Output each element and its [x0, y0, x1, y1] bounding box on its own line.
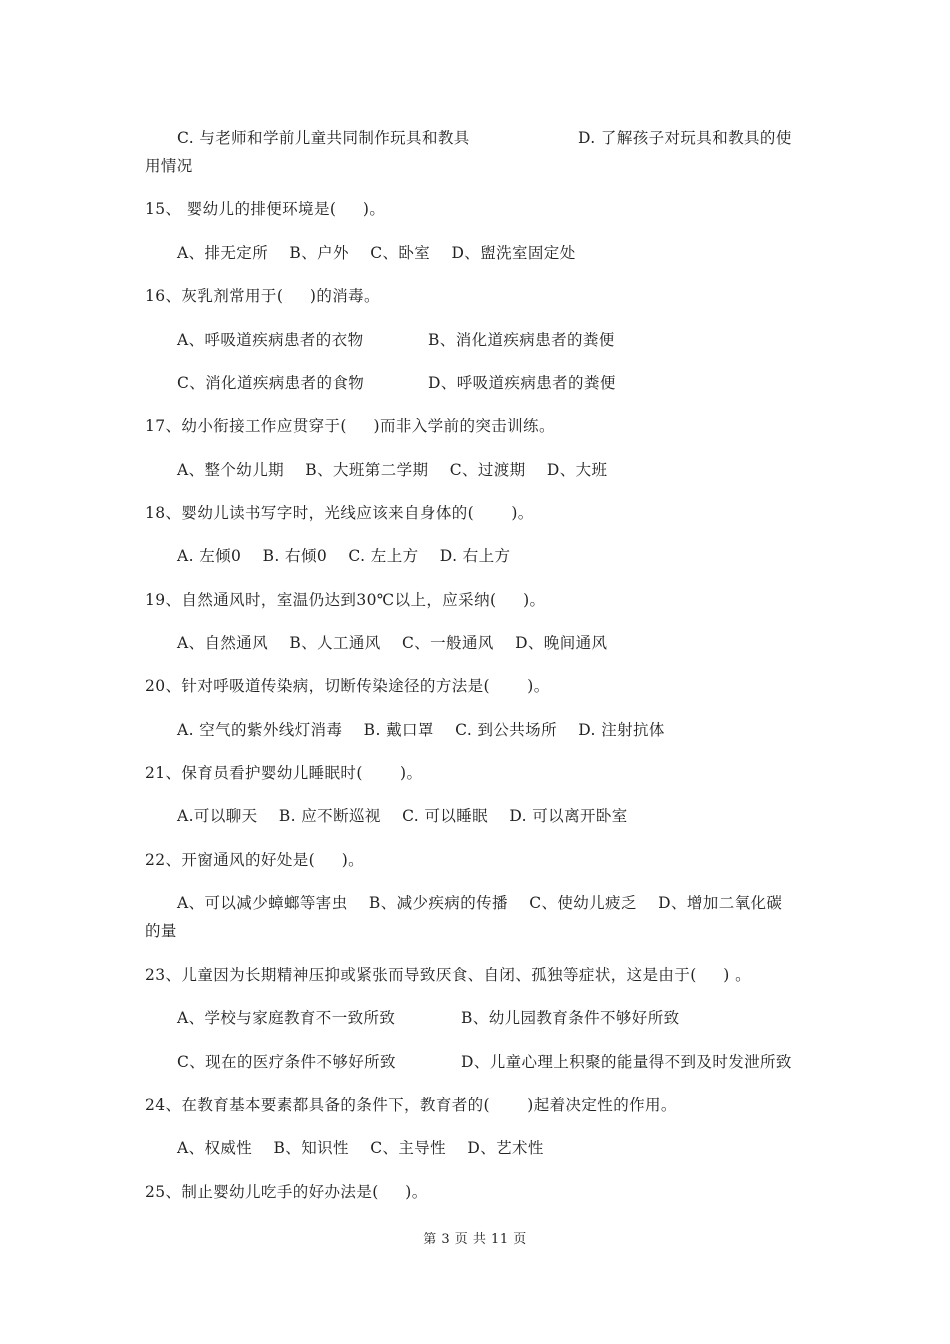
q16-option-c: C、消化道疾病患者的食物 — [177, 374, 365, 392]
q20-options: A. 空气的紫外线灯消毒 B. 戴口罩 C. 到公共场所 D. 注射抗体 — [177, 721, 665, 739]
q15-options: A、排无定所 B、户外 C、卧室 D、盥洗室固定处 — [177, 244, 576, 262]
question-15: 15、 婴幼儿的排便环境是( )。 — [145, 200, 386, 218]
question-21: 21、保育员看护婴幼儿睡眠时( )。 — [145, 764, 423, 782]
question-17: 17、幼小衔接工作应贯穿于( )而非入学前的突击训练。 — [145, 417, 555, 435]
q23-option-b: B、幼儿园教育条件不够好所致 — [461, 1009, 680, 1027]
q22-options: A、可以减少蟑螂等害虫 B、减少疾病的传播 C、使幼儿疲乏 D、增加二氧化碳 — [177, 894, 783, 912]
question-16: 16、灰乳剂常用于( )的消毒。 — [145, 287, 380, 305]
q18-options: A. 左倾0 B. 右倾0 C. 左上方 D. 右上方 — [177, 547, 511, 565]
q14-option-d-cont: 用情况 — [145, 157, 193, 175]
q21-options: A.可以聊天 B. 应不断巡视 C. 可以睡眠 D. 可以离开卧室 — [177, 807, 628, 825]
question-23: 23、儿童因为长期精神压抑或紧张而导致厌食、自闭、孤独等症状，这是由于( ) 。 — [145, 966, 751, 984]
q23-option-c: C、现在的医疗条件不够好所致 — [177, 1053, 396, 1071]
question-20: 20、针对呼吸道传染病，切断传染途径的方法是( )。 — [145, 677, 550, 695]
q14-option-c: C. 与老师和学前儿童共同制作玩具和教具 — [177, 129, 470, 147]
question-25: 25、制止婴幼儿吃手的好办法是( )。 — [145, 1183, 428, 1201]
q23-option-a: A、学校与家庭教育不一致所致 — [177, 1009, 396, 1027]
q22-options-cont: 的量 — [145, 922, 177, 940]
q16-option-b: B、消化道疾病患者的粪便 — [428, 331, 615, 349]
question-18: 18、婴幼儿读书写字时，光线应该来自身体的( )。 — [145, 504, 534, 522]
q14-option-d: D. 了解孩子对玩具和教具的使 — [578, 129, 792, 147]
question-22: 22、开窗通风的好处是( )。 — [145, 851, 365, 869]
q17-options: A、整个幼儿期 B、大班第二学期 C、过渡期 D、大班 — [177, 461, 608, 479]
q19-options: A、自然通风 B、人工通风 C、一般通风 D、晚间通风 — [177, 634, 608, 652]
question-24: 24、在教育基本要素都具备的条件下，教育者的( )起着决定性的作用。 — [145, 1096, 677, 1114]
q23-option-d: D、儿童心理上积聚的能量得不到及时发泄所致 — [461, 1053, 792, 1071]
page-footer: 第 3 页 共 11 页 — [423, 1232, 527, 1247]
question-19: 19、自然通风时，室温仍达到30℃以上，应采纳( )。 — [145, 591, 546, 609]
q24-options: A、权威性 B、知识性 C、主导性 D、艺术性 — [177, 1139, 544, 1157]
q16-option-a: A、呼吸道疾病患者的衣物 — [177, 331, 364, 349]
q16-option-d: D、呼吸道疾病患者的粪便 — [428, 374, 616, 392]
